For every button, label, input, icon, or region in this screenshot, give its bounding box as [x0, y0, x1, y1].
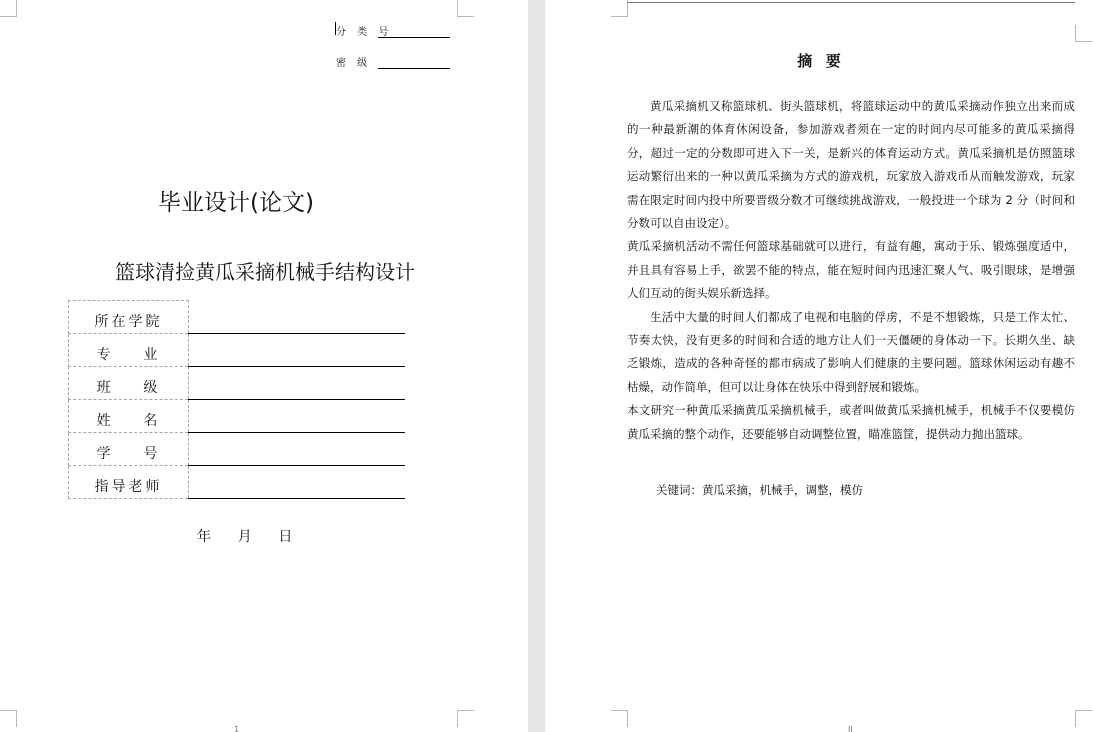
date-line: 年 月 日: [197, 529, 293, 545]
page-corner-mark: [1075, 710, 1092, 727]
info-value-field[interactable]: [189, 400, 406, 433]
info-label: 专 业: [69, 334, 189, 367]
page-corner-mark: [1075, 25, 1092, 42]
info-value-field[interactable]: [189, 367, 406, 400]
classification-label: 分 类 号: [336, 27, 393, 38]
info-value-field[interactable]: [189, 466, 406, 499]
info-label: 所在学院: [69, 301, 189, 334]
info-row: [69, 433, 406, 466]
classification-row: [336, 23, 450, 38]
info-label: 指导老师: [69, 466, 189, 499]
page-corner-mark: [611, 0, 628, 17]
abstract-paragraph: 生活中大量的时间人们都成了电视和电脑的俘虏，不是不想锻炼，只是工作太忙、节奏太快，没有更多的时间和合适的地方让人们一天僵硬的身体动一下。长期久坐、缺乏锻炼，造成的各种奇怪的都市病成了影响人们健康的主要问题。篮球休闲运动有趣不枯燥，动作简单，但可以让身体在快乐中得到舒展和锻炼。: [627, 309, 1075, 394]
abstract-paragraph: 本文研究一种黄瓜采摘黄瓜采摘机械手，或者叫做黄瓜采摘机械手，机械手不仅要模仿黄瓜采摘的整个动作，还要能够自动调整位置，瞄准篮筐，提供动力抛出篮球。: [627, 403, 1075, 441]
secrecy-field[interactable]: [378, 56, 450, 69]
abstract-paragraph: 黄瓜采摘机活动不需任何篮球基础就可以进行，有益有趣，寓动于乐、锻炼强度适中，并且具有容易上手，欲罢不能的特点，能在短时间内迅速汇聚人气、吸引眼球，是增强人们互动的街头娱乐新选择。: [627, 239, 1075, 301]
abstract-body: [627, 95, 1075, 446]
page-corner-mark: [457, 710, 474, 727]
info-value-field[interactable]: [189, 334, 406, 367]
info-label: 学 号: [69, 433, 189, 466]
page-number: II: [848, 725, 853, 732]
secrecy-label: 密 级: [336, 58, 372, 69]
cover-page: [0, 0, 528, 732]
keywords-label: 关键词：: [656, 483, 702, 497]
info-value-field[interactable]: [189, 433, 406, 466]
abstract-page: [545, 0, 1094, 732]
page-corner-mark: [611, 710, 628, 727]
keywords-value: 黄瓜采摘，机械手，调整，模仿: [702, 483, 863, 497]
header-rule: [627, 2, 1075, 3]
info-row: [69, 400, 406, 433]
page-corner-mark: [0, 0, 17, 17]
info-value-field[interactable]: [189, 301, 406, 334]
thesis-title: 篮球清捡黄瓜采摘机械手结构设计: [115, 260, 415, 284]
info-row: [69, 466, 406, 499]
keywords-line: [656, 482, 863, 498]
page-corner-mark: [457, 0, 474, 17]
info-row: [69, 301, 406, 334]
secrecy-row: [336, 54, 450, 69]
abstract-paragraph: 黄瓜采摘机又称篮球机、街头篮球机，将篮球运动中的黄瓜采摘动作独立出来而成的一种最新潮的体育休闲设备，参加游戏者须在一定的时间内尽可能多的黄瓜采摘得分，超过一定的分数即可进入下一关，是新兴的体育运动方式。黄瓜采摘机是仿照篮球运动繁衍出来的一种以黄瓜采摘为方式的游戏机，玩家放入游戏币从而触发游戏，玩家需在限定时间内投中所要晋级分数才可继续挑战游戏，一般投进一个球为 2 分（时间和分数可以自由设定）。: [627, 99, 1075, 231]
page-number: 1: [234, 725, 240, 732]
info-label: 姓 名: [69, 400, 189, 433]
degree-title: 毕业设计(论文): [158, 190, 314, 216]
abstract-heading: 摘 要: [797, 52, 842, 70]
info-row: [69, 334, 406, 367]
classification-field[interactable]: [378, 25, 450, 38]
student-info-table: [68, 300, 405, 499]
page-corner-mark: [0, 710, 17, 727]
info-label: 班 级: [69, 367, 189, 400]
info-row: [69, 367, 406, 400]
